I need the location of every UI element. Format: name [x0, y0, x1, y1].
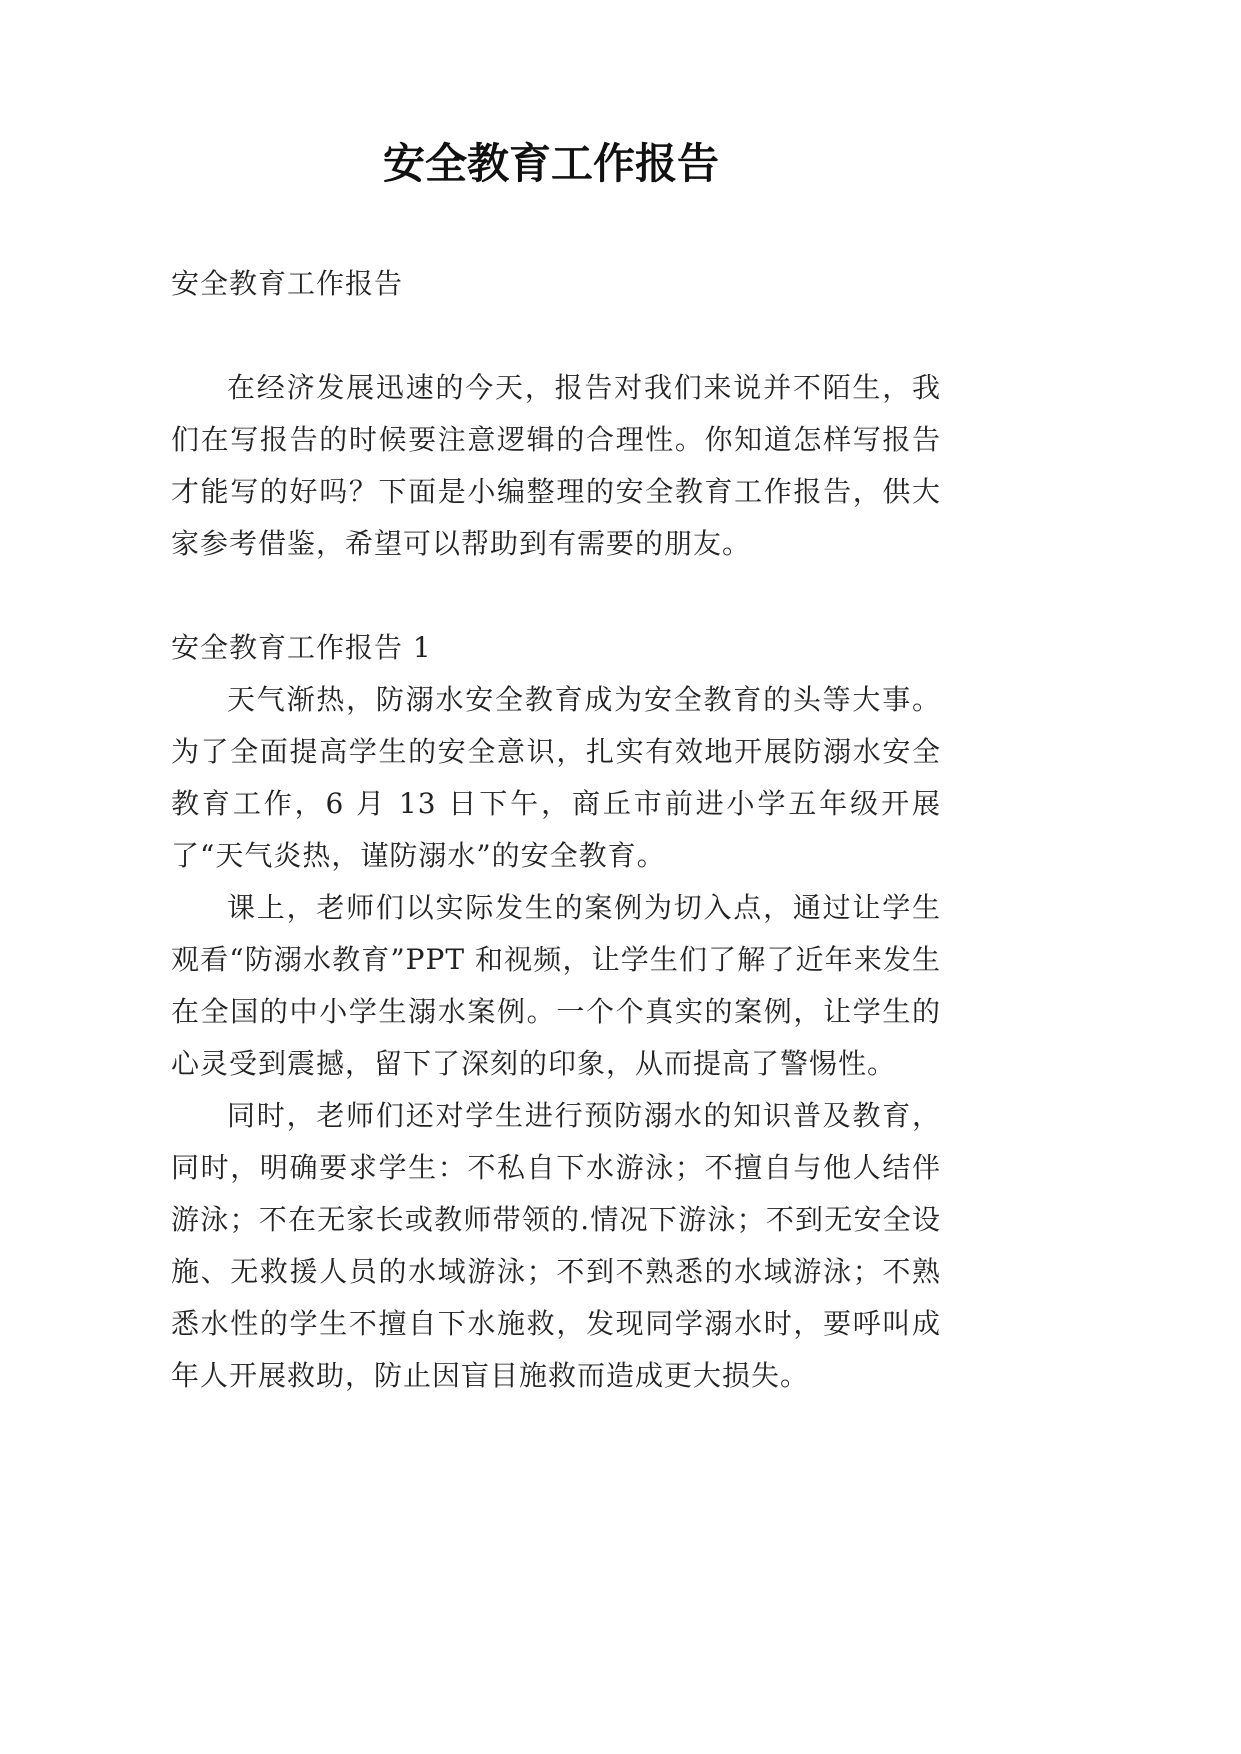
spacer [171, 310, 941, 362]
body-paragraph-2: 课上，老师们以实际发生的案例为切入点，通过让学生观看“防溺水教育”PPT 和视频，让学生们了解了近年来发生在全国的中小学生溺水案例。一个个真实的案例，让学生的心灵受到震撼，留下了深刻的印象，从而提高了警惕性。 [171, 891, 941, 1080]
section-heading: 安全教育工作报告 1 [171, 631, 432, 664]
spacer [171, 570, 941, 622]
document-title: 安全教育工作报告 [382, 139, 719, 188]
document-subtitle: 安全教育工作报告 [171, 267, 404, 300]
body-paragraph-3: 同时，老师们还对学生进行预防溺水的知识普及教育，同时，明确要求学生：不私自下水游泳；不擅自与他人结伴游泳；不在无家长或教师带领的.情况下游泳；不到无安全设施、无救援人员的水域游泳；不到不熟悉的水域游泳；不熟悉水性的学生不擅自下水施救，发现同学溺水时，要呼叫成年人开展救助，防止因盲目施救而造成更大损失。 [171, 1099, 941, 1392]
intro-paragraph: 在经济发展迅速的今天，报告对我们来说并不陌生，我们在写报告的时候要注意逻辑的合理性。你知道怎样写报告才能写的好吗？下面是小编整理的安全教育工作报告，供大家参考借鉴，希望可以帮助到有需要的朋友。 [171, 371, 941, 560]
document-body [171, 258, 941, 1402]
body-paragraph-1: 天气渐热，防溺水安全教育成为安全教育的头等大事。为了全面提高学生的安全意识，扎实有效地开展防溺水安全教育工作，6 月 13 日下午，商丘市前进小学五年级开展了“天气炎热，谨防溺水”的安全教育。 [171, 683, 941, 872]
